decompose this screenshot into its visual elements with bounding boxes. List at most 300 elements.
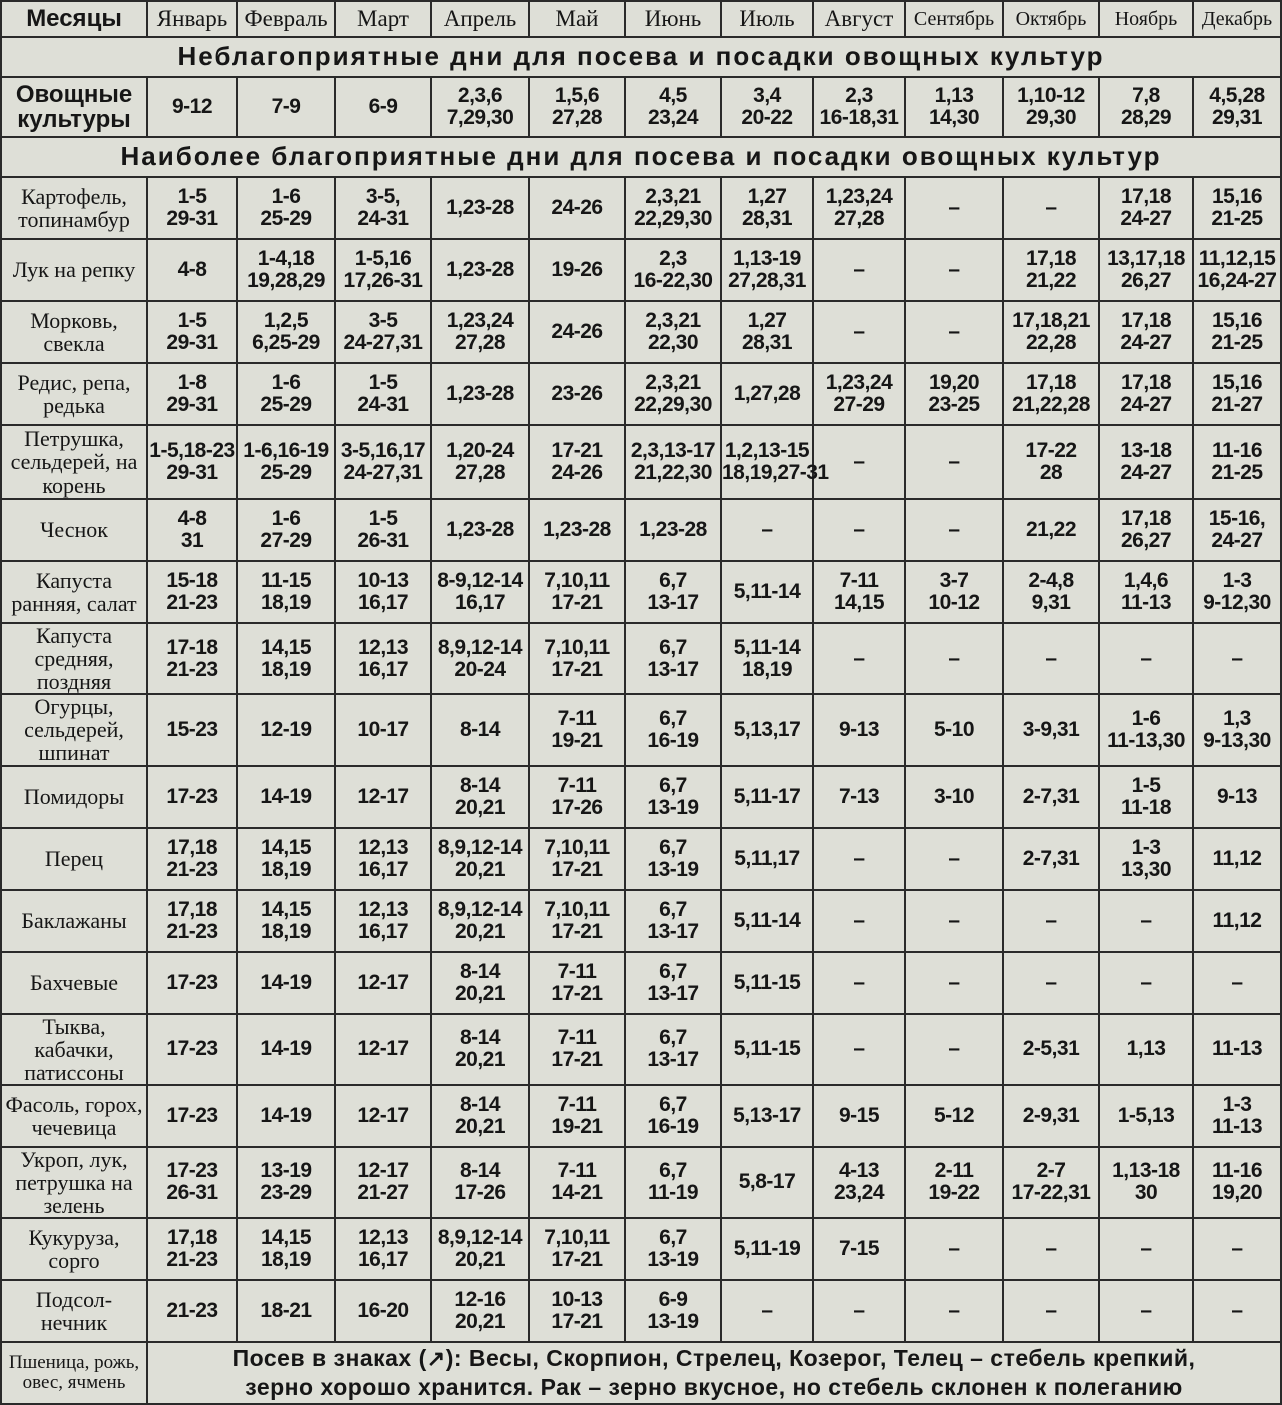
day-cell — [335, 499, 431, 561]
day-range: 3-10 — [933, 784, 975, 808]
day-range: 8-14 — [459, 717, 501, 741]
day-cell — [905, 623, 1003, 694]
day-cell — [147, 499, 237, 561]
crop-label: Подсол- нечник — [1, 1280, 147, 1342]
day-range: 13-19 — [647, 1248, 699, 1272]
day-range: 4,5,28 — [1209, 83, 1265, 107]
day-range: 1,2,13-15 — [724, 438, 810, 462]
day-cell — [1193, 77, 1281, 137]
day-range: 29-31 — [166, 393, 218, 416]
day-range: 23-26 — [551, 381, 603, 405]
day-range: 1,23-28 — [446, 257, 514, 281]
day-range: – — [948, 1037, 960, 1061]
day-cell — [721, 363, 813, 425]
day-range: 1-4,18 — [257, 246, 315, 270]
day-range: 12-17 — [357, 784, 409, 808]
day-range: 27,28 — [454, 331, 506, 354]
day-range: 12,13 — [357, 1226, 409, 1250]
day-range: 13-17 — [647, 591, 699, 614]
day-range: 18,19 — [260, 657, 312, 681]
day-range: 9-13,30 — [1203, 728, 1271, 752]
day-cell — [905, 499, 1003, 561]
day-range: 2-11 — [934, 1159, 974, 1183]
day-range: 28 — [1039, 461, 1063, 484]
day-range: – — [853, 908, 865, 932]
day-range: 12-17 — [357, 1103, 409, 1127]
day-range: 3,4 — [753, 83, 781, 107]
day-cell — [1003, 1014, 1099, 1085]
day-cell — [237, 1218, 335, 1280]
day-cell — [1099, 1280, 1193, 1342]
day-range: 23,24 — [647, 106, 699, 129]
day-range: 3-5, — [365, 184, 401, 208]
day-range: 1,13-18 — [1112, 1159, 1180, 1183]
crop-row — [1, 1014, 1281, 1085]
day-cell — [813, 952, 905, 1014]
day-cell — [625, 363, 721, 425]
day-range: 19-22 — [928, 1181, 980, 1205]
day-range: 26-31 — [357, 529, 409, 552]
day-cell — [147, 1147, 237, 1218]
day-range: 6,7 — [659, 1226, 687, 1250]
day-cell — [431, 952, 529, 1014]
day-range: – — [761, 1299, 773, 1323]
day-range: 29-31 — [166, 461, 218, 484]
day-cell — [625, 694, 721, 765]
day-range: 8-14 — [459, 773, 501, 797]
day-range: – — [853, 319, 865, 343]
day-range: 5,11-14 — [733, 579, 801, 603]
day-range: 1-3 — [1131, 835, 1161, 859]
day-range: 15,16 — [1211, 370, 1263, 394]
day-cell — [625, 952, 721, 1014]
day-cell — [237, 952, 335, 1014]
day-range: 6-9 — [658, 1288, 688, 1312]
day-range: 15-16, — [1208, 506, 1266, 530]
day-cell — [431, 694, 529, 765]
day-range: 13-19 — [647, 857, 699, 881]
day-cell — [813, 77, 905, 137]
day-range: 1-5 — [1131, 773, 1161, 797]
day-cell — [335, 561, 431, 623]
day-range: 24-27 — [1120, 331, 1172, 354]
day-range: 13-17 — [647, 981, 699, 1005]
day-range: 1-5 — [177, 184, 207, 208]
day-cell — [529, 499, 625, 561]
day-cell — [813, 623, 905, 694]
day-range: 20,21 — [454, 795, 506, 819]
day-range: 7,8 — [1132, 83, 1160, 107]
day-range: 23-25 — [928, 393, 980, 416]
day-cell — [237, 1147, 335, 1218]
day-range: 14,15 — [260, 897, 312, 921]
day-cell — [237, 239, 335, 301]
day-cell — [1099, 623, 1193, 694]
day-range: 18,19 — [260, 857, 312, 881]
day-range: 2,3,21 — [645, 370, 701, 394]
day-cell — [335, 239, 431, 301]
footer-crop-label: Пшеница, рожь, овес, ячмень — [1, 1342, 147, 1404]
crop-label: Лук на репку — [1, 239, 147, 301]
day-range: – — [1045, 1237, 1057, 1261]
day-range: 9-13 — [838, 717, 880, 741]
day-cell — [721, 1085, 813, 1147]
crop-label: Помидоры — [1, 766, 147, 828]
day-range: 9,31 — [1031, 591, 1071, 614]
day-range: 7-11 — [557, 706, 597, 730]
day-cell — [905, 77, 1003, 137]
day-range: 17,18 — [166, 835, 218, 859]
day-range: 8-14 — [459, 959, 501, 983]
day-range: – — [1045, 908, 1057, 932]
day-range: 25-29 — [260, 207, 312, 230]
day-cell — [1099, 363, 1193, 425]
day-cell — [813, 1218, 905, 1280]
day-range: 1,13-19 — [733, 246, 801, 270]
day-range: 17-26 — [551, 795, 603, 819]
crop-row — [1, 561, 1281, 623]
footer-row — [1, 1342, 1281, 1404]
day-range: 1-6,16-19 — [243, 438, 329, 462]
day-range: 1,13 — [934, 83, 974, 107]
day-cell — [1099, 425, 1193, 499]
day-cell — [1193, 1218, 1281, 1280]
day-cell — [721, 1014, 813, 1085]
day-range: 7,10,11 — [544, 897, 610, 921]
day-range: 19-26 — [551, 257, 603, 281]
day-range: 17,18 — [166, 1226, 218, 1250]
day-range: – — [1045, 970, 1057, 994]
day-cell — [625, 425, 721, 499]
day-range: 20,21 — [454, 919, 506, 943]
day-range: 15,16 — [1211, 308, 1263, 332]
day-range: 21-23 — [166, 1248, 218, 1272]
day-cell — [529, 623, 625, 694]
day-cell — [905, 828, 1003, 890]
day-cell — [813, 694, 905, 765]
day-range: 1,23-28 — [446, 381, 514, 405]
day-cell — [529, 694, 625, 765]
day-range: 21-23 — [166, 1299, 218, 1323]
day-range: 16-19 — [647, 1114, 699, 1138]
months-header-label: Месяцы — [1, 1, 147, 37]
day-range: 13,30 — [1120, 857, 1172, 881]
day-range: 19,20 — [1211, 1181, 1263, 1205]
favorable-section-title: Наиболее благоприятные дни для посева и посадки овощных культур — [1, 137, 1281, 177]
day-cell — [625, 623, 721, 694]
day-range: 1,23-28 — [446, 517, 514, 541]
day-cell — [335, 952, 431, 1014]
day-cell — [1099, 952, 1193, 1014]
day-cell — [237, 561, 335, 623]
day-cell — [529, 425, 625, 499]
day-range: 14,15 — [833, 591, 885, 614]
day-range: 8-14 — [459, 1092, 501, 1116]
day-range: 17-21 — [551, 591, 603, 614]
day-cell — [431, 239, 529, 301]
month-header: Октябрь — [1003, 1, 1099, 37]
day-range: 4-13 — [838, 1159, 880, 1183]
day-range: – — [1140, 1237, 1152, 1261]
day-cell — [431, 561, 529, 623]
day-cell — [721, 561, 813, 623]
day-cell — [431, 77, 529, 137]
day-range: 1,20-24 — [446, 438, 514, 462]
day-range: 19-21 — [551, 1114, 603, 1138]
day-range: 16,17 — [357, 857, 409, 881]
day-range: – — [948, 970, 960, 994]
day-range: 5,13,17 — [733, 717, 801, 741]
day-range: 14,15 — [260, 635, 312, 659]
day-range: 21-23 — [166, 919, 218, 943]
day-cell — [1003, 952, 1099, 1014]
day-cell — [529, 561, 625, 623]
day-cell — [1193, 561, 1281, 623]
day-cell — [431, 1085, 529, 1147]
day-range: 21-23 — [166, 657, 218, 681]
day-cell — [529, 239, 625, 301]
day-range: 18-21 — [260, 1299, 312, 1323]
month-header: Сентябрь — [905, 1, 1003, 37]
day-range: 1,10-12 — [1017, 83, 1085, 107]
day-range: – — [853, 646, 865, 670]
day-range: 16,17 — [357, 657, 409, 681]
day-cell — [721, 766, 813, 828]
day-range: 17-21 — [551, 438, 603, 462]
day-range: 18,19 — [260, 1248, 312, 1272]
crop-label: Баклажаны — [1, 890, 147, 952]
day-range: 5,13-17 — [733, 1103, 801, 1127]
day-range: 7-9 — [271, 94, 301, 118]
day-cell — [1099, 1147, 1193, 1218]
day-range: 21,22,30 — [634, 461, 712, 484]
day-cell — [147, 1218, 237, 1280]
day-cell — [431, 425, 529, 499]
day-cell — [813, 499, 905, 561]
day-range: – — [1140, 646, 1152, 670]
day-range: 9-12 — [171, 94, 213, 118]
day-cell — [721, 890, 813, 952]
day-range: 1,27 — [747, 184, 787, 208]
day-range: 13-19 — [647, 795, 699, 819]
day-range: 8,9,12-14 — [437, 1226, 523, 1250]
day-cell — [721, 1147, 813, 1218]
day-range: 17-23 — [166, 970, 218, 994]
day-cell — [625, 1218, 721, 1280]
day-cell — [335, 890, 431, 952]
day-range: 16,17 — [454, 591, 506, 614]
day-range: 24-27,31 — [343, 331, 423, 354]
day-cell — [529, 890, 625, 952]
day-range: 17,18 — [1120, 506, 1172, 530]
day-range: 1-5,16 — [354, 246, 412, 270]
day-cell — [625, 766, 721, 828]
day-range: 20-24 — [454, 657, 506, 681]
crop-label: Бахчевые — [1, 952, 147, 1014]
day-range: 3-5 — [368, 308, 398, 332]
day-cell — [147, 239, 237, 301]
day-range: – — [948, 646, 960, 670]
day-range: 16-19 — [647, 728, 699, 752]
crop-row — [1, 363, 1281, 425]
day-cell — [625, 1014, 721, 1085]
day-cell — [147, 561, 237, 623]
day-range: 2-5,31 — [1022, 1037, 1080, 1061]
day-range: 1,2,5 — [263, 308, 309, 332]
day-range: 10-13 — [551, 1288, 603, 1312]
day-range: 9-12,30 — [1203, 591, 1271, 614]
day-range: 11,12 — [1212, 846, 1262, 870]
crop-row — [1, 301, 1281, 363]
crop-row — [1, 766, 1281, 828]
month-header: Август — [813, 1, 905, 37]
day-range: 6,7 — [659, 959, 687, 983]
day-range: – — [853, 970, 865, 994]
day-range: 7-15 — [838, 1237, 880, 1261]
day-range: 17-21 — [551, 1048, 603, 1072]
day-range: 18,19 — [260, 591, 312, 614]
day-range: 17-21 — [551, 857, 603, 881]
day-range: 2-7,31 — [1022, 846, 1080, 870]
day-range: 16-20 — [357, 1299, 409, 1323]
day-range: – — [948, 908, 960, 932]
day-cell — [1193, 499, 1281, 561]
day-range: 2,3,13-17 — [630, 438, 716, 462]
day-cell — [813, 239, 905, 301]
day-range: 26,27 — [1120, 269, 1172, 292]
day-cell — [335, 623, 431, 694]
day-range: 11-13 — [1120, 591, 1172, 614]
day-range: 2,3 — [845, 83, 873, 107]
day-range: 17-18 — [166, 635, 218, 659]
day-cell — [1003, 766, 1099, 828]
day-range: 13-17 — [647, 657, 699, 681]
day-range: 19,20 — [928, 370, 980, 394]
day-range: 18,19 — [260, 919, 312, 943]
day-cell — [1003, 177, 1099, 239]
day-range: 6,25-29 — [252, 331, 320, 354]
day-range: – — [948, 257, 960, 281]
favorable-banner-row — [1, 137, 1281, 177]
day-range: 9-13 — [1216, 784, 1258, 808]
day-range: 7,10,11 — [544, 835, 610, 859]
crop-row — [1, 952, 1281, 1014]
day-range: 11,12 — [1212, 908, 1262, 932]
crop-row — [1, 1085, 1281, 1147]
day-cell — [721, 952, 813, 1014]
day-range: – — [948, 1299, 960, 1323]
day-cell — [625, 561, 721, 623]
day-range: 2,3,6 — [457, 83, 503, 107]
day-range: 6,7 — [659, 773, 687, 797]
day-range: 1-5 — [177, 308, 207, 332]
day-range: 17-23 — [166, 1037, 218, 1061]
day-range: 21,22 — [1025, 517, 1077, 541]
day-cell — [147, 363, 237, 425]
day-cell — [431, 1147, 529, 1218]
day-range: 8-9,12-14 — [437, 568, 523, 592]
day-range: 15-23 — [166, 717, 218, 741]
day-range: 23,24 — [833, 1181, 885, 1205]
day-cell — [237, 1280, 335, 1342]
day-cell — [431, 890, 529, 952]
day-cell — [1099, 890, 1193, 952]
day-range: 6,7 — [659, 897, 687, 921]
day-range: 16-18,31 — [819, 106, 899, 129]
day-range: 1,3 — [1223, 706, 1251, 730]
day-cell — [905, 1147, 1003, 1218]
day-range: 3-7 — [939, 568, 969, 592]
day-cell — [1099, 694, 1193, 765]
day-cell — [1003, 623, 1099, 694]
day-range: 14-19 — [260, 1037, 312, 1061]
day-cell — [1003, 239, 1099, 301]
day-range: – — [1140, 970, 1152, 994]
day-range: 20,21 — [454, 1114, 506, 1138]
crop-row — [1, 425, 1281, 499]
day-range: 6,7 — [659, 835, 687, 859]
day-range: 26,27 — [1120, 529, 1172, 552]
day-range: – — [1231, 1237, 1243, 1261]
day-cell — [1003, 301, 1099, 363]
day-range: 24-31 — [357, 207, 409, 230]
day-range: 6,7 — [659, 635, 687, 659]
day-cell — [529, 1085, 625, 1147]
day-cell — [529, 766, 625, 828]
day-cell — [147, 1280, 237, 1342]
crop-label: Петрушка, сельдерей, на корень — [1, 425, 147, 499]
day-range: 17-21 — [551, 919, 603, 943]
day-range: 21-25 — [1211, 461, 1263, 484]
day-cell — [813, 561, 905, 623]
day-range: 14-19 — [260, 970, 312, 994]
day-range: 31 — [180, 529, 204, 552]
day-cell — [721, 499, 813, 561]
crop-label: Кукуруза, сорго — [1, 1218, 147, 1280]
day-cell — [335, 766, 431, 828]
day-cell — [1193, 363, 1281, 425]
day-range: 12,13 — [357, 835, 409, 859]
day-range: 5-10 — [933, 717, 975, 741]
day-cell — [147, 77, 237, 137]
crop-label: Капуста средняя, поздняя — [1, 623, 147, 694]
day-cell — [335, 828, 431, 890]
day-cell — [237, 499, 335, 561]
day-range: 5,11-15 — [733, 970, 801, 994]
crop-row — [1, 623, 1281, 694]
day-cell — [529, 828, 625, 890]
day-range: 11-18 — [1120, 795, 1172, 819]
day-range: 14,15 — [260, 1226, 312, 1250]
day-range: 28,31 — [741, 207, 793, 230]
day-cell — [1003, 694, 1099, 765]
day-range: 27-29 — [260, 529, 312, 552]
day-cell — [431, 766, 529, 828]
day-cell — [529, 1218, 625, 1280]
day-cell — [813, 1280, 905, 1342]
day-cell — [237, 890, 335, 952]
day-cell — [625, 239, 721, 301]
day-range: 30 — [1134, 1181, 1158, 1205]
day-cell — [237, 828, 335, 890]
day-range: 9-15 — [838, 1103, 880, 1127]
day-cell — [625, 828, 721, 890]
day-range: 11-13,30 — [1107, 728, 1185, 752]
day-range: 2,3,21 — [645, 184, 701, 208]
day-cell — [905, 1218, 1003, 1280]
crop-row — [1, 1147, 1281, 1218]
day-cell — [237, 363, 335, 425]
